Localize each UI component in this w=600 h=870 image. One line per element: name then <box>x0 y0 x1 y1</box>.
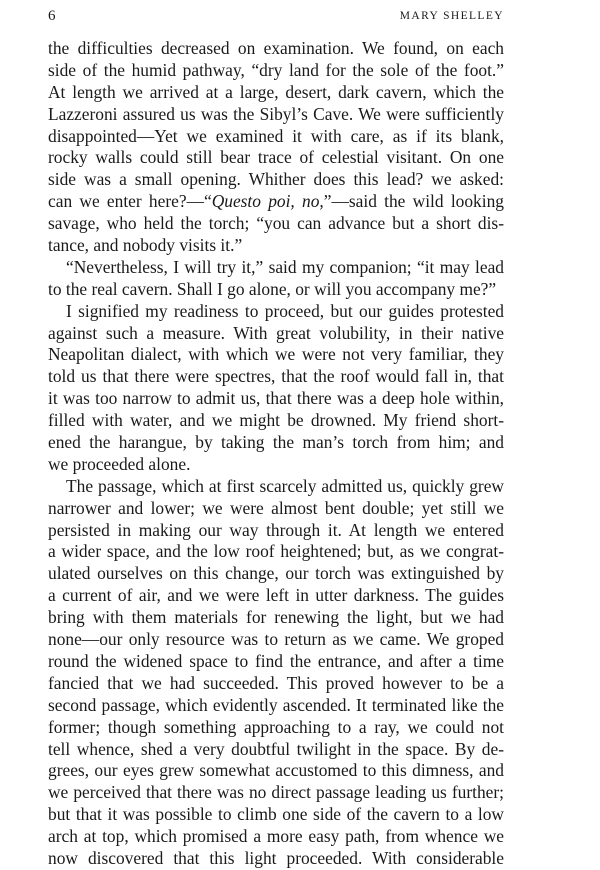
text-line: now discovered that this light proceeded. With considerable <box>48 847 504 868</box>
running-title: MARY SHELLEY <box>399 10 504 22</box>
text-run: ”—said the wild looking <box>323 191 504 212</box>
text-line: it was too narrow to admit us, that there was a deep hole within, <box>48 388 504 409</box>
text-line: ened the harangue, by taking the man’s torch from him; and <box>48 432 504 453</box>
paragraph-first-line: “Nevertheless, I will try it,” said my companion; “it may lead <box>66 256 504 277</box>
paragraph-first-line: The passage, which at first scarcely admitted us, quickly grew <box>66 475 504 496</box>
text-line: rocky walls could still bear trace of celestial visitant. On one <box>48 147 504 168</box>
text-line: grees, our eyes grew somewhat accustomed to this dimness, and <box>48 760 504 781</box>
text-line: side of the humid pathway, “dry land for the sole of the foot.” <box>48 59 504 80</box>
text-line: Neapolitan dialect, with which we were not very familiar, they <box>48 344 504 365</box>
text-line: we perceived that there was no direct passage leading us further; <box>48 782 504 803</box>
text-line: persisted in making our way through it. At length we entered <box>48 519 504 540</box>
text-line: ulated ourselves on this change, our torch was extinguished by <box>48 563 504 584</box>
text-line: fancied that we had succeeded. This proved however to be a <box>48 672 504 693</box>
text-line: narrower and lower; we were almost bent double; yet still we <box>48 497 504 518</box>
text-line: but that it was possible to climb one side of the cavern to a low <box>48 804 504 825</box>
text-line: former; though something approaching to a ray, we could not <box>48 716 504 737</box>
paragraph-first-line: I signified my readiness to proceed, but our guides protested <box>66 300 504 321</box>
text-line: told us that there were spectres, that the roof would fall in, that <box>48 366 504 387</box>
text-line: a wider space, and the low roof heightened; but, as we congrat- <box>48 541 504 562</box>
body-text <box>48 38 504 870</box>
text-line: against such a measure. With great volubility, in their native <box>48 322 504 343</box>
text-line: tance, and nobody visits it.” <box>48 235 243 256</box>
text-line: second passage, which evidently ascended. It terminated like the <box>48 694 504 715</box>
text-line: arch at top, which promised a more easy path, from whence we <box>48 826 504 847</box>
running-head <box>48 4 504 28</box>
text-line-mixed <box>48 191 504 213</box>
text-line: disappointed—Yet we examined it with care, as if its blank, <box>48 125 504 146</box>
text-line: savage, who held the torch; “you can advance but a short dis- <box>48 213 504 234</box>
text-line: a current of air, and we were left in utter darkness. The guides <box>48 585 504 606</box>
text-line: bring with them materials for renewing the light, but we had <box>48 607 504 628</box>
text-line: tell whence, shed a very doubtful twilight in the space. By de- <box>48 738 504 759</box>
text-line: Lazzeroni assured us was the Sibyl’s Cave. We were sufficiently <box>48 103 504 124</box>
text-line: we proceeded alone. <box>48 453 191 474</box>
text-line: to the real cavern. Shall I go alone, or will you accompany me?” <box>48 278 497 299</box>
text-line: none—our only resource was to return as we came. We groped <box>48 629 504 650</box>
text-line: the difficulties decreased on examination. We found, on each <box>48 38 504 58</box>
italic-quote: Questo poi, no, <box>211 191 324 212</box>
text-line: filled with water, and we might be drowned. My friend short- <box>48 410 504 431</box>
page-number: 6 <box>48 7 56 24</box>
text-line: side was a small opening. Whither does this lead? we asked: <box>48 169 504 190</box>
text-line: At length we arrived at a large, desert, dark cavern, which the <box>48 81 504 102</box>
text-run: can we enter here?—“ <box>48 191 212 212</box>
text-line: round the widened space to find the entrance, and after a time <box>48 650 504 671</box>
